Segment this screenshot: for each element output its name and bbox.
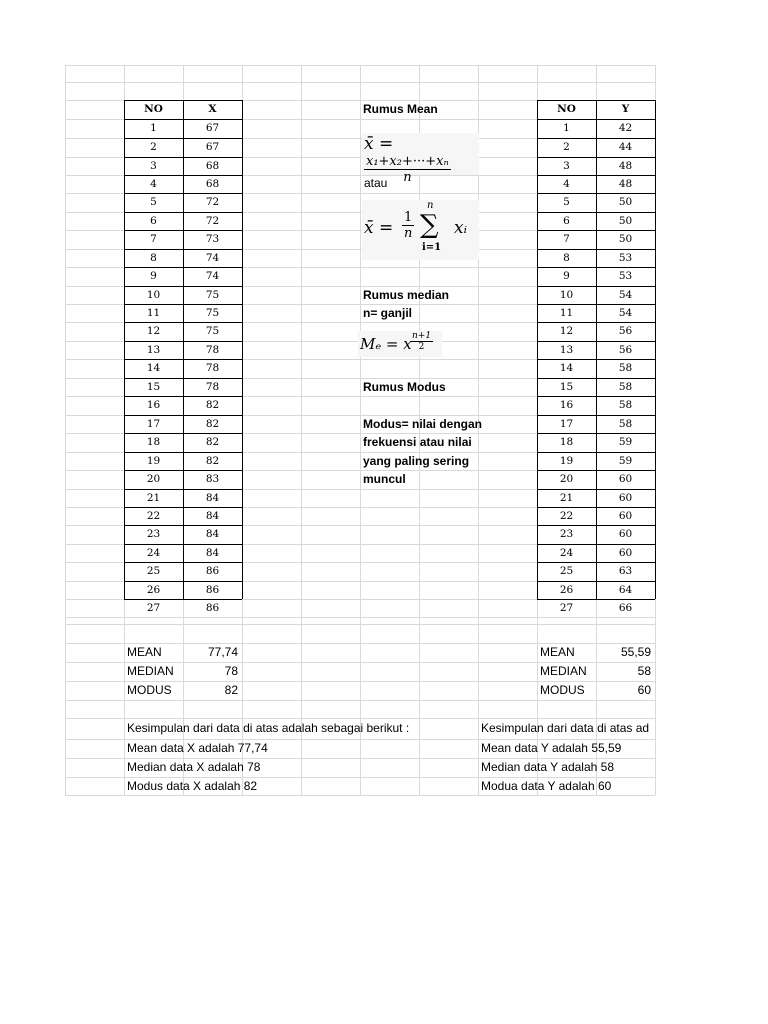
table-y-value: 64 <box>618 584 633 596</box>
stat-y-value-modus: 60 <box>637 683 651 697</box>
table-y-value: 50 <box>618 196 633 208</box>
modus-definition-line: muncul <box>363 472 406 486</box>
table-x-row-number: 7 <box>150 233 157 245</box>
table-y-value: 50 <box>618 233 633 245</box>
table-x-value: 72 <box>205 215 220 227</box>
table-x-row-number: 6 <box>150 215 157 227</box>
table-y-row-number: 17 <box>559 418 574 430</box>
conclusion-y-line: Kesimpulan dari data di atas ad <box>481 721 650 735</box>
median-formula <box>358 331 442 357</box>
table-x-row-number: 21 <box>146 492 161 504</box>
table-x-row-number: 22 <box>146 510 161 522</box>
table-x-row-number: 5 <box>150 196 157 208</box>
mean-formula-1-denominator: n <box>403 170 412 185</box>
table-y-row-number: 22 <box>559 510 574 522</box>
table-x-header-no: NO <box>144 103 163 115</box>
sigma-upper-limit: n <box>427 200 434 211</box>
table-x-row-number: 10 <box>146 289 161 301</box>
table-x-value: 83 <box>205 473 220 485</box>
table-x-value: 68 <box>205 178 220 190</box>
table-y-value: 59 <box>618 455 633 467</box>
table-y-value: 44 <box>618 141 633 153</box>
table-y-row-number: 4 <box>563 178 570 190</box>
table-x-row-number: 18 <box>146 436 161 448</box>
conclusion-x-line: Modus data X adalah 82 <box>127 779 258 793</box>
table-x-value: 74 <box>205 270 220 282</box>
table-y-row-number: 15 <box>559 381 574 393</box>
table-y-row-number: 1 <box>563 122 570 134</box>
modus-definition-line: yang paling sering <box>363 454 470 468</box>
table-y-row-number: 20 <box>559 473 574 485</box>
table-y-row-number: 2 <box>563 141 570 153</box>
table-x-value: 75 <box>205 325 220 337</box>
table-y-value: 58 <box>618 418 633 430</box>
table-x-row-number: 2 <box>150 141 157 153</box>
table-y-row-number: 24 <box>559 547 574 559</box>
conclusion-y-line: Median data Y adalah 58 <box>481 760 615 774</box>
table-x-value: 67 <box>205 122 220 134</box>
table-y-value: 58 <box>618 381 633 393</box>
rumus-median-title: Rumus median <box>363 288 450 302</box>
table-x-header-x: X <box>208 103 217 115</box>
stat-y-label-median: MEDIAN <box>540 664 587 678</box>
table-x-row-number: 25 <box>146 565 161 577</box>
table-y-value: 63 <box>618 565 633 577</box>
median-formula-lhs: Mₑ = x <box>360 335 412 353</box>
mean-formula-2-frac-den: n <box>404 226 413 241</box>
table-x-row-number: 4 <box>150 178 157 190</box>
median-formula-sub-den: 2 <box>418 342 425 352</box>
table-y-value: 50 <box>618 215 633 227</box>
table-x-row-number: 23 <box>146 528 161 540</box>
stat-y-label-mean: MEAN <box>540 645 575 659</box>
table-y-row-number: 7 <box>563 233 570 245</box>
modus-definition-line: Modus= nilai dengan <box>363 417 483 431</box>
table-y-value: 53 <box>618 270 633 282</box>
stat-x-value-modus: 82 <box>224 683 238 697</box>
table-y-value: 60 <box>618 547 633 559</box>
table-y-row-number: 3 <box>563 160 570 172</box>
table-y-row-number: 9 <box>563 270 570 282</box>
table-y-value: 60 <box>618 510 633 522</box>
table-x-row-number: 12 <box>146 325 161 337</box>
table-x-value: 82 <box>205 418 220 430</box>
table-y-value: 58 <box>618 362 633 374</box>
mean-formula-2 <box>362 200 479 260</box>
table-y-row-number: 12 <box>559 325 574 337</box>
table-x-value: 82 <box>205 399 220 411</box>
stat-y-value-median: 58 <box>637 664 651 678</box>
stat-x-label-median: MEDIAN <box>127 664 174 678</box>
table-y-row-number: 11 <box>559 307 574 319</box>
table-y-row-number: 14 <box>559 362 574 374</box>
table-y-row-number: 23 <box>559 528 574 540</box>
table-y-value: 48 <box>618 178 633 190</box>
conclusion-y-line: Modua data Y adalah 60 <box>481 779 612 793</box>
table-y-value: 60 <box>618 492 633 504</box>
table-y-row-number: 18 <box>559 436 574 448</box>
table-x-value: 84 <box>205 547 220 559</box>
table-x-value: 86 <box>205 602 220 614</box>
table-y-row-number: 19 <box>559 455 574 467</box>
table-x-value: 84 <box>205 510 220 522</box>
table-x-value: 78 <box>205 362 220 374</box>
mean-formula-1-lhs: x̄ = <box>364 134 394 154</box>
table-y-value: 56 <box>618 325 633 337</box>
table-y-row-number: 25 <box>559 565 574 577</box>
table-y-row-number: 10 <box>559 289 574 301</box>
table-x-row-number: 8 <box>150 252 157 264</box>
mean-formula-2-term: xᵢ <box>454 218 468 238</box>
table-y-header-no: NO <box>557 103 576 115</box>
table-x-value: 84 <box>205 492 220 504</box>
table-y-row-number: 26 <box>559 584 574 596</box>
modus-definition-line: frekuensi atau nilai <box>363 435 472 449</box>
median-formula-sub-num: n+1 <box>412 331 432 341</box>
table-y-value: 56 <box>618 344 633 356</box>
stat-x-label-mean: MEAN <box>127 645 162 659</box>
table-x-value: 86 <box>205 584 220 596</box>
table-y-row-number: 27 <box>559 602 574 614</box>
table-x-value: 82 <box>205 436 220 448</box>
sigma-lower-limit: i=1 <box>422 242 442 253</box>
table-y-row-number: 13 <box>559 344 574 356</box>
mean-formula-2-lhs: x̄ = <box>364 218 394 238</box>
table-x-row-number: 15 <box>146 381 161 393</box>
table-y-value: 66 <box>618 602 633 614</box>
stat-x-value-median: 78 <box>224 664 238 678</box>
table-x-row-number: 27 <box>146 602 161 614</box>
table-x-row-number: 14 <box>146 362 161 374</box>
table-y-value: 42 <box>618 122 633 134</box>
table-y-row-number: 5 <box>563 196 570 208</box>
median-condition: n= ganjil <box>363 306 413 320</box>
stat-x-label-modus: MODUS <box>127 683 172 697</box>
sigma-icon: ∑ <box>420 210 439 240</box>
rumus-modus-title: Rumus Modus <box>363 380 446 394</box>
table-x-value: 73 <box>205 233 220 245</box>
table-x-row-number: 3 <box>150 160 157 172</box>
table-y-row-number: 8 <box>563 252 570 264</box>
conclusion-x-line: Mean data X adalah 77,74 <box>127 741 268 755</box>
table-y-row-number: 6 <box>563 215 570 227</box>
stat-y-label-modus: MODUS <box>540 683 585 697</box>
table-x-value: 86 <box>205 565 220 577</box>
mean-formula-1 <box>362 133 479 185</box>
table-x-value: 74 <box>205 252 220 264</box>
table-x-value: 82 <box>205 455 220 467</box>
table-x-row-number: 16 <box>146 399 161 411</box>
table-x-value: 84 <box>205 528 220 540</box>
table-x-value: 75 <box>205 307 220 319</box>
stat-y-value-mean: 55,59 <box>620 645 651 659</box>
table-y-value: 54 <box>618 289 633 301</box>
table-x-value: 67 <box>205 141 220 153</box>
table-y-value: 54 <box>618 307 633 319</box>
table-x-row-number: 1 <box>150 122 157 134</box>
table-x-row-number: 11 <box>146 307 161 319</box>
table-x-value: 68 <box>205 160 220 172</box>
table-y-value: 60 <box>618 528 633 540</box>
table-x-value: 78 <box>205 344 220 356</box>
table-y-value: 58 <box>618 399 633 411</box>
table-x-value: 72 <box>205 196 220 208</box>
conclusion-x-line: Median data X adalah 78 <box>127 760 261 774</box>
table-y-row-number: 16 <box>559 399 574 411</box>
table-y-header-y: Y <box>621 103 630 115</box>
conclusion-y-line: Mean data Y adalah 55,59 <box>481 741 622 755</box>
table-x-row-number: 24 <box>146 547 161 559</box>
table-y-row-number: 21 <box>559 492 574 504</box>
mean-formula-1-numerator: x₁+x₂+···+xₙ <box>366 154 449 169</box>
table-x-row-number: 17 <box>146 418 161 430</box>
table-y-value: 48 <box>618 160 633 172</box>
rumus-mean-title: Rumus Mean <box>363 102 438 116</box>
table-x-row-number: 20 <box>146 473 161 485</box>
table-x-value: 78 <box>205 381 220 393</box>
table-y-value: 59 <box>618 436 633 448</box>
table-x-row-number: 9 <box>150 270 157 282</box>
table-y-value: 53 <box>618 252 633 264</box>
table-x-row-number: 26 <box>146 584 161 596</box>
conclusion-x-line: Kesimpulan dari data di atas adalah sebagai berikut : <box>127 721 410 735</box>
mean-formula-2-frac-num: 1 <box>402 210 414 226</box>
table-x-row-number: 19 <box>146 455 161 467</box>
table-x-value: 75 <box>205 289 220 301</box>
stat-x-value-mean: 77,74 <box>207 645 238 659</box>
table-y-value: 60 <box>618 473 633 485</box>
table-x-row-number: 13 <box>146 344 161 356</box>
